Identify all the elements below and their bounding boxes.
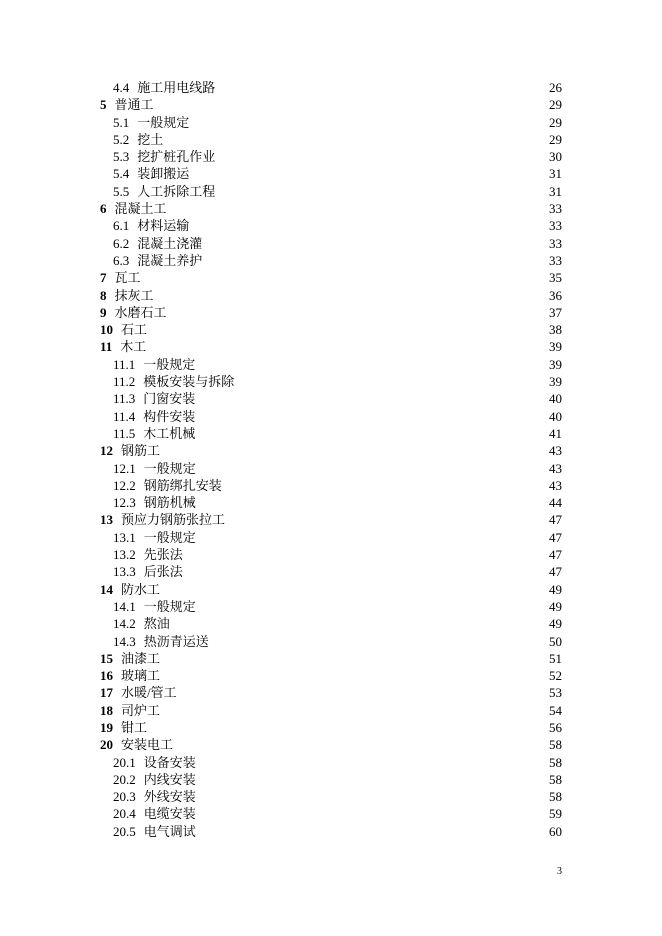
- toc-page-number: 58: [549, 754, 562, 770]
- toc-section-row[interactable]: [0, 408, 662, 425]
- toc-title: 司炉工: [121, 702, 161, 718]
- toc-chapter-row[interactable]: [0, 702, 662, 719]
- toc-number: 12: [100, 443, 113, 459]
- toc-section-row[interactable]: [0, 252, 662, 269]
- toc-chapter-row[interactable]: [0, 511, 662, 528]
- toc-number: 7: [100, 270, 107, 286]
- toc-entry: [113, 771, 196, 788]
- toc-title: 预应力钢筋张拉工: [121, 512, 226, 528]
- toc-page-number: 47: [549, 547, 562, 563]
- toc-title: 人工拆除工程: [137, 183, 216, 199]
- toc-entry: [113, 615, 170, 632]
- toc-number: 6.2: [113, 235, 130, 251]
- toc-page-number: 38: [549, 322, 562, 338]
- toc-title: 熬油: [143, 616, 170, 632]
- toc-chapter-row[interactable]: [0, 321, 662, 338]
- toc-title: 抹灰工: [114, 287, 154, 303]
- toc-number: 20.3: [113, 789, 136, 805]
- toc-title: 挖扩桩孔作业: [137, 149, 216, 165]
- toc-chapter-row[interactable]: [0, 442, 662, 459]
- toc-number: 14: [100, 581, 113, 597]
- toc-section-row[interactable]: [0, 148, 662, 165]
- toc-page-number: 30: [549, 149, 562, 165]
- toc-title: 施工用电线路: [137, 80, 216, 95]
- toc-entry: [100, 200, 167, 217]
- toc-page-number: 33: [549, 252, 562, 268]
- toc-number: 19: [100, 719, 113, 735]
- toc-title: 钳工: [121, 719, 148, 735]
- toc-number: 5.3: [113, 149, 130, 165]
- toc-entry: [100, 321, 147, 338]
- toc-page-number: 35: [549, 270, 562, 286]
- toc-entry: [113, 563, 183, 580]
- toc-title: 一般规定: [143, 460, 196, 476]
- toc-entry: [100, 719, 147, 736]
- toc-page-number: 59: [549, 806, 562, 822]
- toc-title: 钢筋工: [121, 443, 161, 459]
- toc-page-number: 39: [549, 356, 562, 372]
- toc-title: 门窗安装: [143, 391, 196, 407]
- toc-title: 混凝土工: [114, 201, 167, 217]
- toc-title: 油漆工: [121, 650, 161, 666]
- toc-entry: [113, 460, 196, 477]
- toc-title: 木工: [120, 339, 147, 355]
- toc-page-number: 52: [549, 668, 562, 684]
- toc-section-row[interactable]: [0, 235, 662, 252]
- toc-page-number: 49: [549, 616, 562, 632]
- toc-page-number: 50: [549, 633, 562, 649]
- toc-chapter-row[interactable]: [0, 304, 662, 321]
- toc-entry: [100, 684, 177, 701]
- toc-chapter-row[interactable]: [0, 581, 662, 598]
- toc-title: 电气调试: [143, 823, 196, 839]
- toc-title: 混凝土养护: [137, 252, 203, 268]
- toc-entry: [113, 131, 163, 148]
- toc-section-row[interactable]: [0, 598, 662, 615]
- toc-title: 先张法: [143, 547, 183, 563]
- toc-title: 石工: [121, 322, 148, 338]
- toc-chapter-row[interactable]: [0, 650, 662, 667]
- toc-page-number: 44: [549, 495, 562, 511]
- toc-title: 装卸搬运: [137, 166, 190, 182]
- toc-title: 普通工: [114, 97, 154, 113]
- toc-page-number: 47: [549, 529, 562, 545]
- toc-number: 13: [100, 512, 113, 528]
- toc-number: 11: [100, 339, 113, 355]
- toc-entry: [113, 754, 196, 771]
- toc-chapter-row[interactable]: [0, 684, 662, 701]
- toc-entry: [113, 805, 196, 822]
- toc-page-number: 60: [549, 823, 562, 839]
- toc-number: 5: [100, 97, 107, 113]
- toc-section-row[interactable]: [0, 633, 662, 650]
- toc-entry: [113, 183, 215, 200]
- toc-number: 5.5: [113, 183, 130, 199]
- toc-page-number: 31: [549, 183, 562, 199]
- toc-page-number: 31: [549, 166, 562, 182]
- toc-section-row[interactable]: [0, 165, 662, 182]
- toc-title: 热沥青运送: [143, 633, 209, 649]
- toc-title: 混凝土浇灌: [137, 235, 203, 251]
- toc-page-number: 58: [549, 789, 562, 805]
- toc-section-row[interactable]: [0, 79, 662, 96]
- toc-entry: [113, 477, 222, 494]
- toc-number: 20.4: [113, 806, 136, 822]
- toc-section-row[interactable]: [0, 356, 662, 373]
- toc-entry: [100, 650, 160, 667]
- toc-page-number: 43: [549, 443, 562, 459]
- toc-entry: [100, 667, 160, 684]
- toc-page-number: 41: [549, 425, 562, 441]
- toc-section-row[interactable]: [0, 373, 662, 390]
- toc-page-number: 51: [549, 650, 562, 666]
- toc-entry: [113, 114, 189, 131]
- toc-number: 5.1: [113, 114, 130, 130]
- toc-title: 水暖/管工: [121, 685, 177, 701]
- toc-title: 内线安装: [143, 771, 196, 787]
- toc-chapter-row[interactable]: [0, 287, 662, 304]
- toc-entry: [113, 788, 196, 805]
- toc-number: 11.2: [113, 374, 136, 390]
- toc-title: 一般规定: [137, 114, 190, 130]
- toc-number: 20.5: [113, 823, 136, 839]
- toc-section-row[interactable]: [0, 131, 662, 148]
- toc-section-row[interactable]: [0, 529, 662, 546]
- page-number: 3: [557, 866, 562, 877]
- toc-entry: [100, 269, 141, 286]
- toc-page-number: 40: [549, 408, 562, 424]
- toc-number: 20.2: [113, 771, 136, 787]
- toc-title: 设备安装: [143, 754, 196, 770]
- toc-section-row[interactable]: [0, 183, 662, 200]
- toc-page-number: 47: [549, 564, 562, 580]
- toc-title: 一般规定: [143, 529, 196, 545]
- toc-entry: [100, 581, 160, 598]
- toc-chapter-row[interactable]: [0, 338, 662, 355]
- toc-number: 13.3: [113, 564, 136, 580]
- toc-section-row[interactable]: [0, 494, 662, 511]
- toc-entry: [113, 823, 196, 840]
- toc-chapter-row[interactable]: [0, 736, 662, 753]
- toc-number: 5.4: [113, 166, 130, 182]
- toc-chapter-row[interactable]: [0, 200, 662, 217]
- table-of-contents: [0, 79, 662, 840]
- toc-page-number: 47: [549, 512, 562, 528]
- toc-number: 9: [100, 304, 107, 320]
- toc-section-row[interactable]: [0, 390, 662, 407]
- toc-number: 11.1: [113, 356, 136, 372]
- toc-entry: [100, 511, 225, 528]
- toc-title: 材料运输: [137, 218, 190, 234]
- toc-title: 外线安装: [143, 789, 196, 805]
- toc-entry: [113, 633, 209, 650]
- toc-number: 8: [100, 287, 107, 303]
- toc-entry: [113, 529, 196, 546]
- toc-page-number: 53: [549, 685, 562, 701]
- toc-chapter-row[interactable]: [0, 96, 662, 113]
- toc-page-number: 29: [549, 97, 562, 113]
- toc-chapter-row[interactable]: [0, 667, 662, 684]
- toc-title: 木工机械: [143, 425, 196, 441]
- toc-page-number: 58: [549, 771, 562, 787]
- toc-section-row[interactable]: [0, 425, 662, 442]
- toc-title: 构件安装: [143, 408, 196, 424]
- toc-section-row[interactable]: [0, 546, 662, 563]
- toc-page-number: 49: [549, 581, 562, 597]
- toc-chapter-row[interactable]: [0, 719, 662, 736]
- toc-entry: [100, 287, 154, 304]
- toc-page-number: 43: [549, 460, 562, 476]
- toc-section-row[interactable]: [0, 615, 662, 632]
- toc-page-number: 29: [549, 131, 562, 147]
- toc-number: 10: [100, 322, 113, 338]
- toc-title: 钢筋机械: [143, 495, 196, 511]
- toc-entry: [113, 252, 202, 269]
- toc-page-number: 58: [549, 737, 562, 753]
- toc-entry: [113, 235, 202, 252]
- toc-page-number: 36: [549, 287, 562, 303]
- toc-number: 12.3: [113, 495, 136, 511]
- toc-number: 11.3: [113, 391, 136, 407]
- toc-section-row[interactable]: [0, 114, 662, 131]
- toc-number: 11.5: [113, 425, 136, 441]
- toc-entry: [113, 165, 189, 182]
- toc-chapter-row[interactable]: [0, 269, 662, 286]
- toc-entry: [100, 304, 167, 321]
- toc-number: 15: [100, 650, 113, 666]
- toc-page-number: 54: [549, 702, 562, 718]
- toc-number: 14.3: [113, 633, 136, 649]
- toc-entry: [113, 546, 183, 563]
- toc-section-row[interactable]: [0, 771, 662, 788]
- toc-page-number: 37: [549, 304, 562, 320]
- toc-page-number: 49: [549, 598, 562, 614]
- toc-section-row[interactable]: [0, 823, 662, 840]
- toc-page-number: 33: [549, 235, 562, 251]
- toc-entry: [100, 96, 154, 113]
- toc-page-number: 56: [549, 719, 562, 735]
- toc-title: 防水工: [121, 581, 161, 597]
- toc-title: 挖土: [137, 131, 164, 147]
- toc-number: 11.4: [113, 408, 136, 424]
- toc-section-row[interactable]: [0, 563, 662, 580]
- toc-number: 6.1: [113, 218, 130, 234]
- toc-number: 18: [100, 702, 113, 718]
- toc-entry: [100, 702, 160, 719]
- toc-section-row[interactable]: [0, 477, 662, 494]
- toc-page-number: 26: [549, 80, 562, 95]
- toc-section-row[interactable]: [0, 788, 662, 805]
- toc-title: 安装电工: [121, 737, 174, 753]
- toc-page-number: 40: [549, 391, 562, 407]
- toc-entry: [113, 598, 196, 615]
- toc-page-number: 39: [549, 339, 562, 355]
- toc-title: 瓦工: [114, 270, 141, 286]
- toc-entry: [113, 217, 189, 234]
- toc-entry: [113, 425, 195, 442]
- toc-page-number: 39: [549, 374, 562, 390]
- toc-page-number: 33: [549, 218, 562, 234]
- toc-section-row[interactable]: [0, 217, 662, 234]
- toc-entry: [100, 736, 173, 753]
- toc-number: 16: [100, 668, 113, 684]
- toc-entry: [113, 408, 195, 425]
- toc-number: 14.1: [113, 598, 136, 614]
- toc-entry: [113, 79, 215, 96]
- toc-number: 6: [100, 201, 107, 217]
- toc-number: 12.1: [113, 460, 136, 476]
- toc-number: 4.4: [113, 80, 130, 95]
- toc-entry: [113, 494, 196, 511]
- toc-title: 一般规定: [143, 598, 196, 614]
- toc-title: 玻璃工: [121, 668, 161, 684]
- toc-number: 17: [100, 685, 113, 701]
- toc-entry: [113, 148, 215, 165]
- toc-entry: [113, 356, 195, 373]
- toc-section-row[interactable]: [0, 805, 662, 822]
- toc-entry: [113, 390, 195, 407]
- toc-title: 模板安装与拆除: [143, 374, 235, 390]
- toc-title: 电缆安装: [143, 806, 196, 822]
- toc-number: 5.2: [113, 131, 130, 147]
- toc-title: 一般规定: [143, 356, 196, 372]
- toc-entry: [113, 373, 234, 390]
- toc-number: 20.1: [113, 754, 136, 770]
- toc-page-number: 33: [549, 201, 562, 217]
- toc-section-row[interactable]: [0, 754, 662, 771]
- toc-number: 13.1: [113, 529, 136, 545]
- toc-number: 12.2: [113, 477, 136, 493]
- toc-number: 6.3: [113, 252, 130, 268]
- toc-number: 14.2: [113, 616, 136, 632]
- toc-title: 后张法: [143, 564, 183, 580]
- toc-title: 水磨石工: [114, 304, 167, 320]
- toc-section-row[interactable]: [0, 460, 662, 477]
- toc-title: 钢筋绑扎安装: [143, 477, 222, 493]
- toc-number: 20: [100, 737, 113, 753]
- toc-entry: [100, 338, 146, 355]
- toc-page-number: 43: [549, 477, 562, 493]
- toc-entry: [100, 442, 160, 459]
- toc-number: 13.2: [113, 547, 136, 563]
- toc-page-number: 29: [549, 114, 562, 130]
